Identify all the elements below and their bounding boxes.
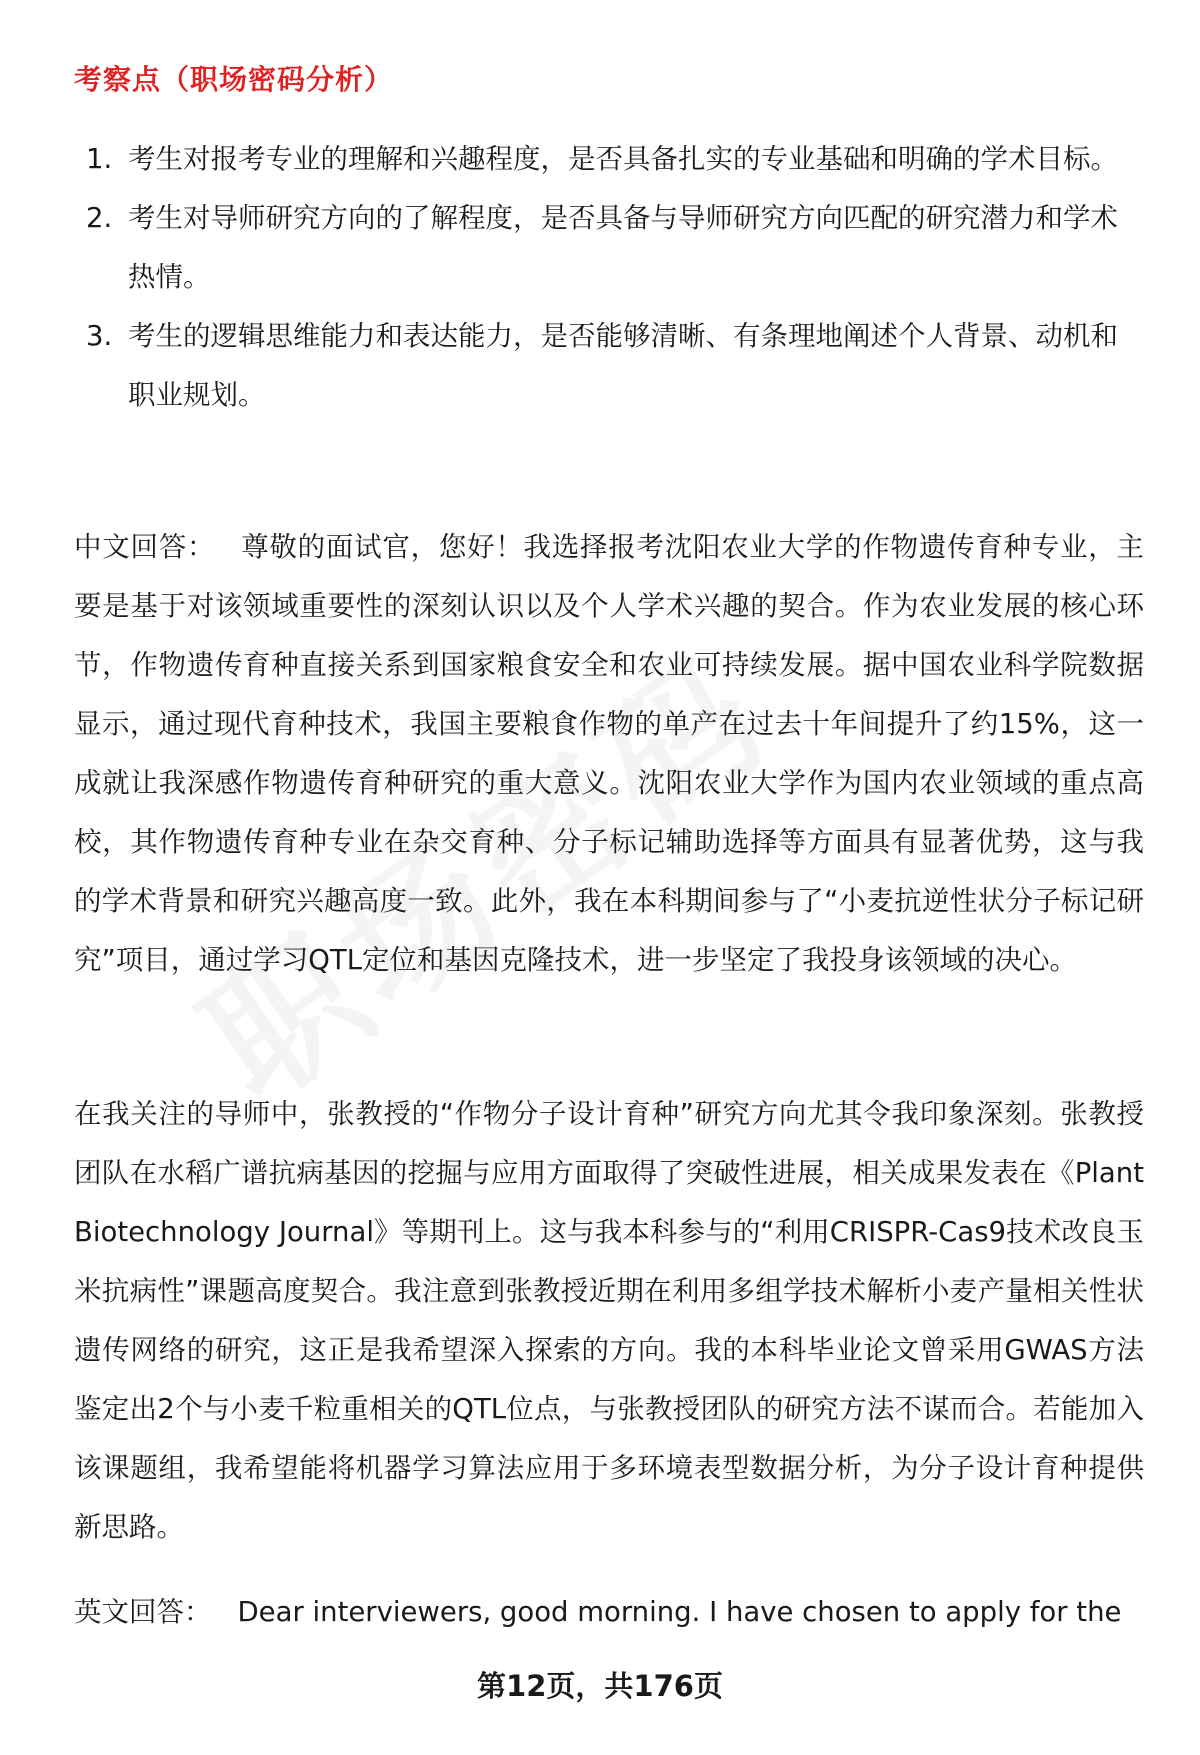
- list-item: [74, 307, 1144, 425]
- chinese-answer-label: 中文回答：: [74, 531, 216, 563]
- list-text: 考生对报考专业的理解和兴趣程度，是否具备扎实的专业基础和明确的学术目标。: [128, 143, 1118, 175]
- section-heading: 考察点（职场密码分析）: [74, 63, 394, 96]
- chinese-answer-paragraph: [74, 518, 1144, 990]
- list-text: 考生对导师研究方向的了解程度，是否具备与导师研究方向匹配的研究潜力和学术热情。: [128, 202, 1118, 293]
- english-answer-label: 英文回答：: [74, 1596, 212, 1628]
- english-answer-text: Dear interviewers, good morning. I have chosen to apply for the: [237, 1596, 1122, 1628]
- list-item: [74, 189, 1144, 307]
- english-answer-paragraph: [74, 1583, 1144, 1642]
- list-number: 1.: [86, 143, 113, 175]
- page-number-footer: 第12页，共176页: [477, 1669, 723, 1703]
- list-item: [74, 130, 1144, 189]
- list-text: 考生的逻辑思维能力和表达能力，是否能够清晰、有条理地阐述个人背景、动机和职业规划。: [128, 320, 1118, 411]
- list-number: 3.: [86, 320, 113, 352]
- advisor-paragraph: 在我关注的导师中，张教授的“作物分子设计育种”研究方向尤其令我印象深刻。张教授团队在水稻广谱抗病基因的挖掘与应用方面取得了突破性进展，相关成果发表在《Plant Biotechnology Journal》等期刊上。这与我本科参与的“利用CRISPR-Cas9技术改良玉米抗病性”课题高度契合。我注意到张教授近期在利用多组学技术解析小麦产量相关性状遗传网络的研究，这正是我希望深入探索的方向。我的本科毕业论文曾采用GWAS方法鉴定出2个与小麦千粒重相关的QTL位点，与张教授团队的研究方法不谋而合。若能加入该课题组，我希望能将机器学习算法应用于多环境表型数据分析，为分子设计育种提供新思路。: [74, 1098, 1144, 1543]
- chinese-answer-text: 尊敬的面试官，您好！我选择报考沈阳农业大学的作物遗传育种专业，主要是基于对该领域重要性的深刻认识以及个人学术兴趣的契合。作为农业发展的核心环节，作物遗传育种直接关系到国家粮食安全和农业可持续发展。据中国农业科学院数据显示，通过现代育种技术，我国主要粮食作物的单产在过去十年间提升了约15%，这一成就让我深感作物遗传育种研究的重大意义。沈阳农业大学作为国内农业领域的重点高校，其作物遗传育种专业在杂交育种、分子标记辅助选择等方面具有显著优势，这与我的学术背景和研究兴趣高度一致。此外，我在本科期间参与了“小麦抗逆性状分子标记研究”项目，通过学习QTL定位和基因克隆技术，进一步坚定了我投身该领域的决心。: [74, 531, 1145, 976]
- list-number: 2.: [86, 202, 113, 234]
- criteria-list: [74, 130, 1144, 425]
